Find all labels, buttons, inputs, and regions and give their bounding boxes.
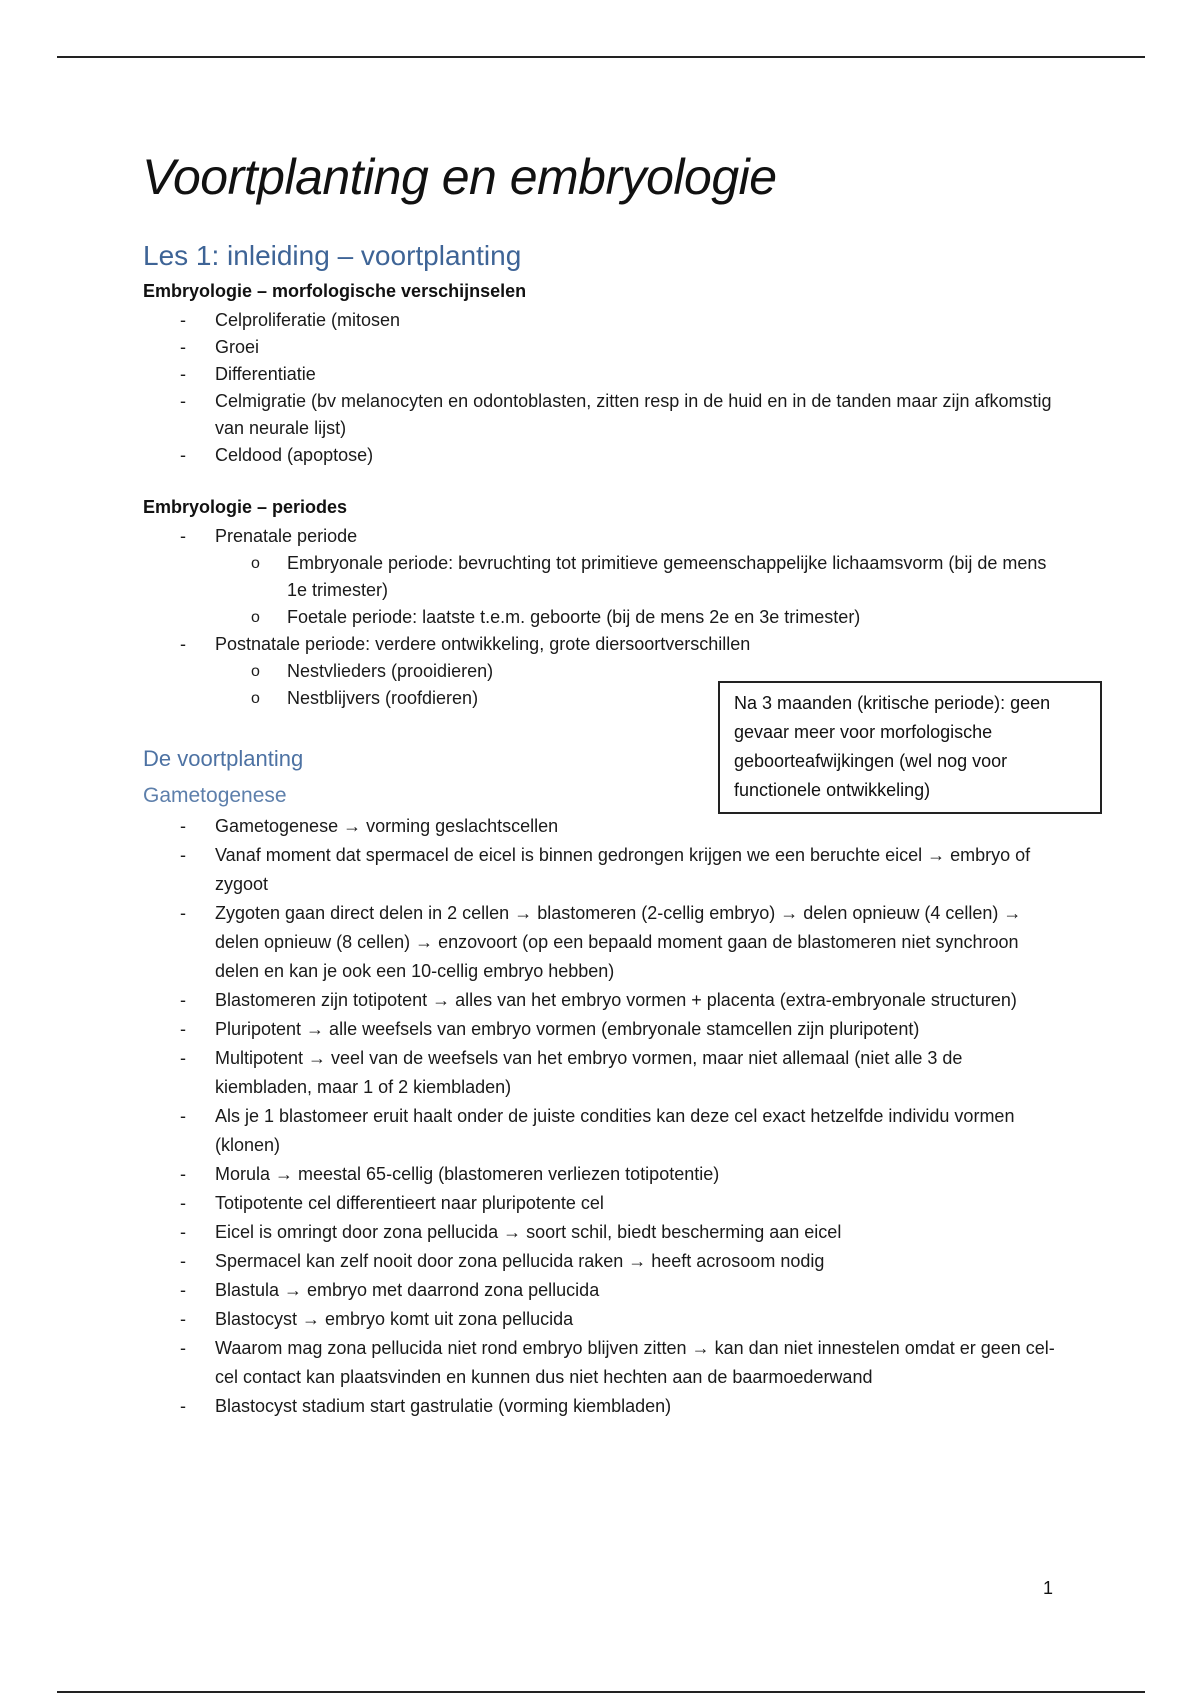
list-item: - Pluripotent → alle weefsels van embryo vormen (embryonale stamcellen zijn pluripotent) [180,1015,1060,1044]
list-item: - Spermacel kan zelf nooit door zona pellucida raken → heeft acrosoom nodig [180,1247,1060,1276]
list-item: - Morula → meestal 65-cellig (blastomeren verliezen totipotentie) [180,1160,1060,1189]
list-item: - Totipotente cel differentieert naar pluripotente cel [180,1189,1060,1218]
list-item: - Multipotent → veel van de weefsels van het embryo vormen, maar niet allemaal (niet alle 3 de kiembladen, maar 1 of 2 kiembladen) [180,1044,1060,1102]
section-heading-voortplanting: De voortplanting [143,746,304,771]
list-item: - Differentiatie [180,361,1060,388]
list-item: - Groei [180,334,1060,361]
sublist-item: o Embryonale periode: bevruchting tot primitieve gemeenschappelijke lichaamsvorm (bij de mens 1e trimester) [251,550,1060,604]
note-box: Na 3 maanden (kritische periode): geen gevaar meer voor morfologische geboorteafwijkingen (wel nog voor functionele ontwikkeling) [718,681,1102,814]
list-gametogenese [180,812,1060,1421]
footer-rule [57,1691,1145,1693]
list-item: - Celmigratie (bv melanocyten en odontoblasten, zitten resp in de huid en in de tanden maar zijn afkomstig van neurale lijst) [180,388,1060,442]
list-item [180,523,1060,631]
list-item: - Gametogenese → vorming geslachtscellen [180,812,1060,841]
list-item: - Blastocyst → embryo komt uit zona pellucida [180,1305,1060,1334]
list-item: - Als je 1 blastomeer eruit haalt onder de juiste condities kan deze cel exact hetzelfde individu vormen (klonen) [180,1102,1060,1160]
list-item: - Vanaf moment dat spermacel de eicel is binnen gedrongen krijgen we een beruchte eicel → embryo of zygoot [180,841,1060,899]
list-item-label: Prenatale periode [215,526,358,546]
list-item: - Blastomeren zijn totipotent → alles van het embryo vormen + placenta (extra-embryonale structuren) [180,986,1060,1015]
subheading-morfologische-verschijnselen: Embryologie – morfologische verschijnselen [143,281,527,301]
list-item: - Blastocyst stadium start gastrulatie (vorming kiembladen) [180,1392,1060,1421]
list-item: - Celdood (apoptose) [180,442,1060,469]
list-item: - Waarom mag zona pellucida niet rond embryo blijven zitten → kan dan niet innestelen omdat er geen cel-cel contact kan plaatsvinden en kunnen dus niet hechten aan de baarmoederwand [180,1334,1060,1392]
page-number: 1 [1043,1578,1054,1598]
subheading-periodes: Embryologie – periodes [143,497,348,517]
subsection-heading-gametogenese: Gametogenese [143,784,287,807]
header-rule [57,56,1145,58]
section-heading-les1: Les 1: inleiding – voortplanting [143,240,522,271]
sublist-item: o Nestvlieders (prooidieren) [251,658,1060,685]
list-item: - Blastula → embryo met daarrond zona pellucida [180,1276,1060,1305]
list-item: - Zygoten gaan direct delen in 2 cellen → blastomeren (2-cellig embryo) → delen opnieuw (4 cellen) → delen opnieuw (8 cellen) → enzovoort (op een bepaald moment gaan de blastomeren niet synchroon delen en kan je ook een 10-cellig embryo hebben) [180,899,1060,986]
sublist-item: o Nestblijvers (roofdieren) [251,685,1060,712]
sublist-prenatal [215,550,1060,631]
list-item: - Celproliferatie (mitosen [180,307,1060,334]
list-morfologische-verschijnselen [180,307,1060,469]
document-title: Voortplanting en embryologie [142,149,777,205]
sublist-item: o Foetale periode: laatste t.e.m. geboorte (bij de mens 2e en 3e trimester) [251,604,1060,631]
list-item-label: Postnatale periode: verdere ontwikkeling, grote diersoortverschillen [215,634,751,654]
list-item: - Eicel is omringt door zona pellucida → soort schil, biedt bescherming aan eicel [180,1218,1060,1247]
